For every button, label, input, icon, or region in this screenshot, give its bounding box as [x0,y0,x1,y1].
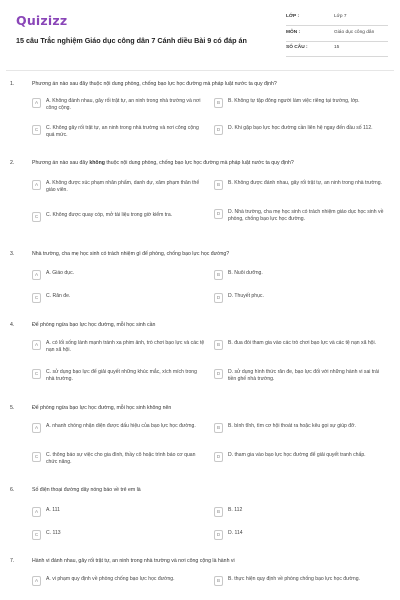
option-letter-d: D [214,125,223,135]
quizizz-logo[interactable]: Quizizz [16,13,68,28]
option-text: C. Không được quay cóp, mở tài liệu trong giờ kiểm tra. [46,212,173,218]
option-text: A. có lối sống lành mạnh tránh xa phim ảnh, trò chơi bạo lực và các tệ nạn xã hội. [46,340,205,353]
option-letter-d: D [214,209,223,219]
option-text: C. thông báo sự việc cho gia đình, thầy cô hoặc trình báo cơ quan chức năng. [46,452,196,465]
option-letter-c: C [32,530,41,540]
meta-value: Giáo dục công dân [334,29,375,35]
option-letter-b: B [214,340,223,350]
option-text: B. Không được đánh nhau, gây rối trật tự, an ninh trong nhà trường. [228,180,382,186]
meta-label: MÔN : [286,29,301,35]
question-text: Phương án nào sau đây thuộc nội dung phòng, chống bạo lực học đường mà pháp luật nước ta quy định? [32,81,277,87]
option-text: D. Nhà trường, cha mẹ học sinh có trách nhiệm giáo dục học sinh về phòng, chống bạo lực học đường. [228,209,384,222]
question-text-start: Phương án nào sau đây [32,160,90,166]
option-text: A. vi phạm quy định về phòng chống bạo lực học đường. [46,576,175,582]
option-letter-a: A [32,423,41,433]
option-letter-a: A [32,340,41,350]
option-letter-a: A [32,180,41,190]
question-text-end: thuộc nội dung phòng, chống bạo lực học đường mà pháp luật nước ta quy định? [104,160,294,166]
question-number: 7. [10,558,15,564]
question-number: 5. [10,405,15,411]
meta-value: Lớp 7 [334,14,347,19]
option-letter-c: C [32,452,41,462]
option-letter-a: A [32,507,41,517]
option-letter-b: B [214,270,223,280]
page-title: 15 câu Trắc nghiệm Giáo dục công dân 7 Cánh diều Bài 9 có đáp án [16,36,247,45]
meta-panel [286,12,388,59]
option-letter-c: C [32,212,41,222]
question-text: Nhà trường, cha mẹ học sinh có trách nhiệm gì để phòng, chống bạo lực học đường? [32,251,230,257]
option-letter-b: B [214,423,223,433]
option-text: D. Khi gặp bạo lực học đường cần liên hệ ngay đến đầu số 112. [228,125,373,131]
question-number: 1. [10,81,15,87]
meta-label: LỚP : [286,14,300,19]
question-number: 4. [10,322,15,328]
question-text: Để phòng ngừa bạo lực học đường, mỗi học sinh không nên [32,405,172,411]
question-text: Hành vi đánh nhau, gây rối trật tự, an ninh trong nhà trường và nơi công cộng là hành vi [32,558,235,564]
question-number: 2. [10,160,15,166]
meta-label: SỐ CÂU : [286,45,308,50]
option-text: C. 113 [46,530,61,536]
option-letter-d: D [214,530,223,540]
option-text: D. Thuyết phục. [228,293,264,299]
option-letter-c: C [32,369,41,379]
option-text: C. sử dụng bạo lực để giải quyết những khúc mắc, xích mích trong nhà trường. [46,369,197,382]
option-letter-c: C [32,125,41,135]
meta-row-count [286,43,388,57]
option-text: B. đua đòi tham gia vào các trò chơi bạo lực và các tệ nạn xã hội. [228,340,377,346]
option-letter-d: D [214,293,223,303]
option-text: C. Răn đe. [46,293,71,299]
option-letter-b: B [214,576,223,586]
question-text: Để phòng ngừa bạo lực học đường, mỗi học sinh cần [32,322,156,328]
question-number: 6. [10,487,15,493]
option-text: B. bình tĩnh, tìm cơ hội thoát ra hoặc kêu gọi sự giúp đỡ. [228,423,356,429]
option-letter-b: B [214,180,223,190]
option-letter-a: A [32,270,41,280]
meta-value: 15 [334,45,340,50]
option-letter-c: C [32,293,41,303]
worksheet-header [0,0,400,68]
meta-row-class [286,12,388,26]
option-text: B. 112 [228,507,243,513]
header-divider [6,70,394,71]
option-letter-b: B [214,507,223,517]
option-text: B. thực hiện quy định về phòng chống bạo lực học đường. [228,576,360,582]
option-text: D. 114 [228,530,243,536]
meta-row-subject [286,28,388,42]
option-text: A. Giáo dục. [46,270,75,276]
option-text: A. nhanh chóng nhận diện được dấu hiệu của bạo lực học đường. [46,423,196,429]
option-letter-b: B [214,98,223,108]
option-text: A. 111 [46,507,60,513]
option-letter-d: D [214,369,223,379]
option-text: B. Không tự tập đông người làm việc riêng tại trường, lớp. [228,98,360,104]
option-text: A. Không đánh nhau, gây rối trật tự, an ninh trong nhà trường và nơi công cộng. [46,98,201,111]
option-text: D. sử dụng hình thức răn đe, bạo lực đối với những hành vi sai trái tiền ghế nhà trường. [228,369,379,382]
option-text: D. tham gia vào bạo lực học đường để giải quyết tranh chấp. [228,452,366,458]
question-text: Số điện thoại đường dây nóng báo về trẻ em là [32,487,141,493]
question-number: 3. [10,251,15,257]
question-text-emphasis: không [89,160,105,166]
option-letter-a: A [32,576,41,586]
option-text: B. Nuôi dưỡng. [228,270,263,276]
option-letter-d: D [214,452,223,462]
option-letter-a: A [32,98,41,108]
option-text: A. Không được xúc phạm nhân phẩm, danh dự, xâm phạm thân thể giáo viên. [46,180,200,193]
option-text: C. Không gây rối trật tự, an ninh trong nhà trường và nơi công cộng quá mức. [46,125,199,138]
question-text [32,160,388,167]
